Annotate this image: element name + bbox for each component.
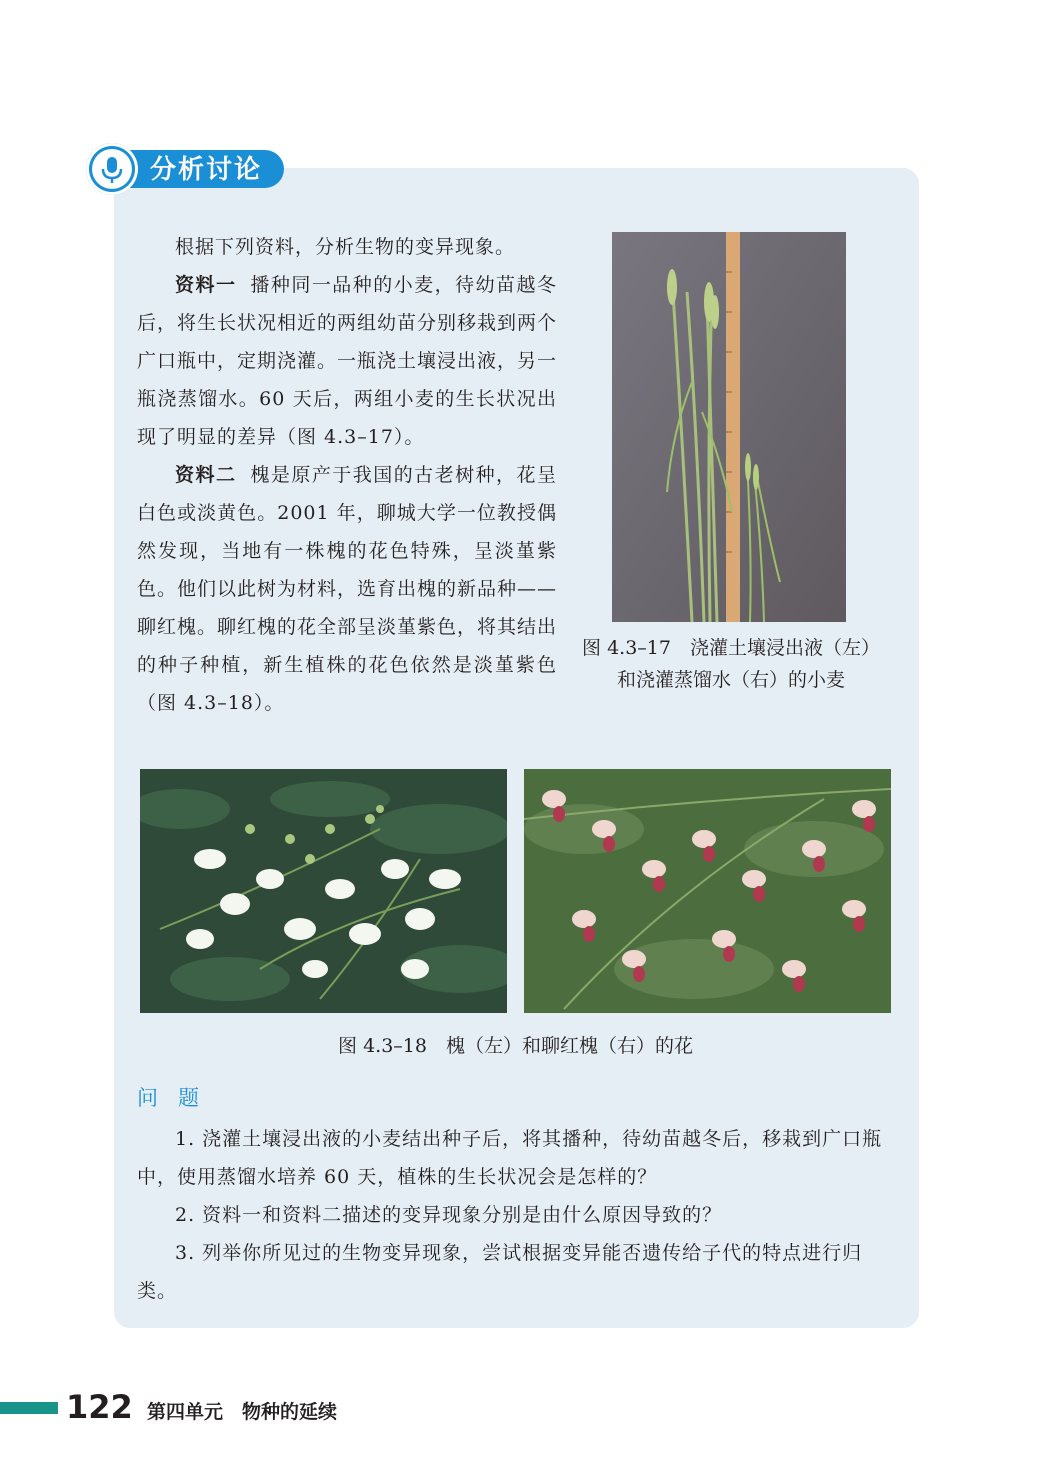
- questions-title: 问题: [137, 1086, 219, 1110]
- material2-text: 槐是原产于我国的古老树种，花呈白色或淡黄色。2001 年，聊城大学一位教授偶然发现，当地有一株槐的花色特殊，呈淡堇紫色。他们以此树为材料，选育出槐的新品种——聊红槐。聊红槐的花全部呈淡堇紫色，将其结出的种子种植，新生植株的花色依然是淡堇紫色（图 4.3–18）。: [137, 464, 558, 714]
- material1-label: 资料一: [175, 274, 237, 296]
- intro-paragraph: 根据下列资料，分析生物的变异现象。: [175, 236, 516, 258]
- section-title: 分析讨论: [150, 155, 263, 185]
- question-1: 1. 浇灌土壤浸出液的小麦结出种子后，将其播种，待幼苗越冬后，移栽到广口瓶中，使用蒸馏水培养 60 天，植株的生长状况会是怎样的？: [137, 1128, 883, 1188]
- section-badge: [86, 143, 286, 197]
- question-2: 2. 资料一和资料二描述的变异现象分别是由什么原因导致的？: [175, 1204, 723, 1226]
- wheat-photo: [612, 232, 846, 622]
- material2-paragraph: [137, 456, 557, 722]
- figure1-caption-line1: 图 4.3–17 浇灌土壤浸出液（左）: [582, 637, 880, 659]
- material1-text: 播种同一品种的小麦，待幼苗越冬后，将生长状况相近的两组幼苗分别移栽到两个广口瓶中，定期浇灌。一瓶浇土壤浸出液，另一瓶浇蒸馏水。60 天后，两组小麦的生长状况出现了明显的差异（图 4.3–17）。: [137, 274, 558, 448]
- figure2-caption: 图 4.3–18 槐（左）和聊红槐（右）的花: [338, 1035, 693, 1057]
- white-flower-photo: [140, 769, 507, 1013]
- material1-paragraph: [137, 266, 557, 456]
- question-3: 3. 列举你所见过的生物变异现象，尝试根据变异能否遗传给子代的特点进行归类。: [137, 1242, 863, 1302]
- figure1-caption: [576, 632, 886, 696]
- footer-bar: [0, 1402, 58, 1414]
- intro-text-block: [137, 228, 557, 722]
- material2-label: 资料二: [175, 464, 237, 486]
- questions-list: [137, 1120, 895, 1310]
- microphone-icon: [86, 143, 138, 195]
- pink-flower-photo: [524, 769, 891, 1013]
- unit-title: 第四单元 物种的延续: [147, 1401, 338, 1423]
- page-number: 122: [66, 1388, 133, 1426]
- figure1-caption-line2: 和浇灌蒸馏水（右）的小麦: [616, 669, 845, 691]
